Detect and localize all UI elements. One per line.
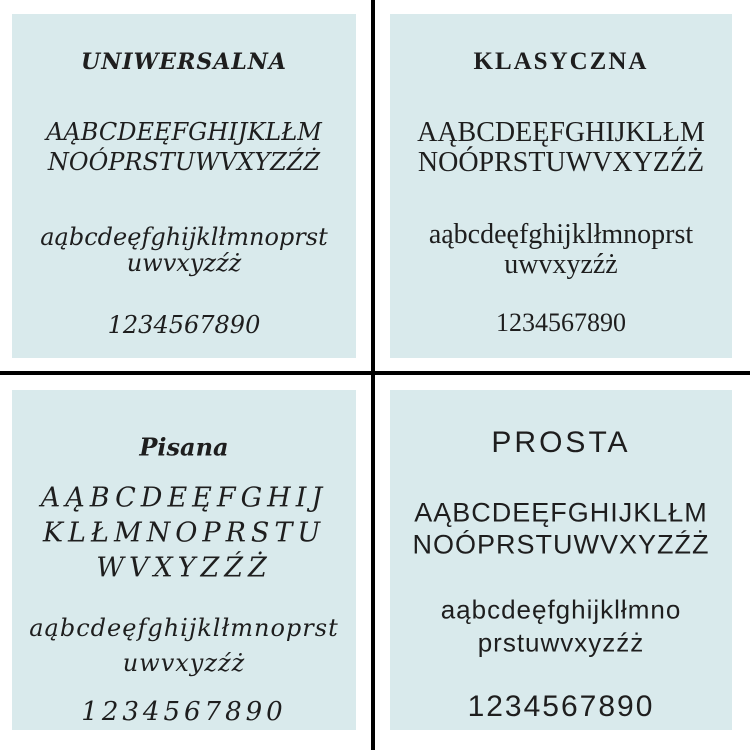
lowercase-letters-line: uwvxyzźż xyxy=(504,249,618,280)
font-title-klasyczna: KLASYCZNA xyxy=(473,48,649,75)
uppercase-letters-line: NOÓPRSTUWVXYZŹŻ xyxy=(47,148,321,176)
font-title-prosta: PROSTA xyxy=(491,426,631,459)
lowercase-letters-line: aąbcdeęfghijklłmno xyxy=(440,594,682,625)
lowercase-letters-line: uwvxyzźż xyxy=(126,249,242,277)
uppercase-letters-line: NOÓPRSTUWVXYZŹŻ xyxy=(417,147,705,178)
uppercase-letters-line: AĄBCDEĘFGHIJKLŁM xyxy=(414,497,708,528)
digits-line: 1234567890 xyxy=(81,697,287,727)
font-title-pisana: Pisana xyxy=(139,432,229,462)
lowercase-letters-line: prstuwvxyzźż xyxy=(477,627,645,658)
lowercase-letters-line: uwvxyzźż xyxy=(122,649,246,677)
digits-line: 1234567890 xyxy=(467,690,655,723)
uppercase-letters-line: AĄBCDEĘFGHIJ xyxy=(40,482,328,514)
uppercase-letters-line: NOÓPRSTUWVXYZŹŻ xyxy=(412,529,710,560)
vertical-divider xyxy=(371,0,375,750)
font-panel-klasyczna xyxy=(390,14,732,358)
lowercase-letters-line: aąbcdeęfghijklłmnoprst xyxy=(40,223,328,251)
font-panel-uniwersalna xyxy=(12,14,356,358)
lowercase-letters-line: aąbcdeęfghijklłmnoprst xyxy=(428,219,694,250)
uppercase-letters-line: AĄBCDEĘFGHIJKLŁM xyxy=(417,117,705,148)
uppercase-letters-line: KLŁMNOPRSTU xyxy=(42,517,326,549)
font-panel-pisana xyxy=(12,390,356,730)
digits-line: 1234567890 xyxy=(496,308,626,337)
uppercase-letters-line: AĄBCDEĘFGHIJKLŁM xyxy=(46,118,322,146)
uppercase-letters-line: WVXYZŹŻ xyxy=(96,552,272,584)
lowercase-letters-line: aąbcdeęfghijklłmnoprst xyxy=(29,614,339,642)
font-title-uniwersalna: UNIWERSALNA xyxy=(81,49,287,75)
horizontal-divider xyxy=(0,371,750,375)
digits-line: 1234567890 xyxy=(107,311,261,339)
font-panel-prosta xyxy=(390,390,732,730)
